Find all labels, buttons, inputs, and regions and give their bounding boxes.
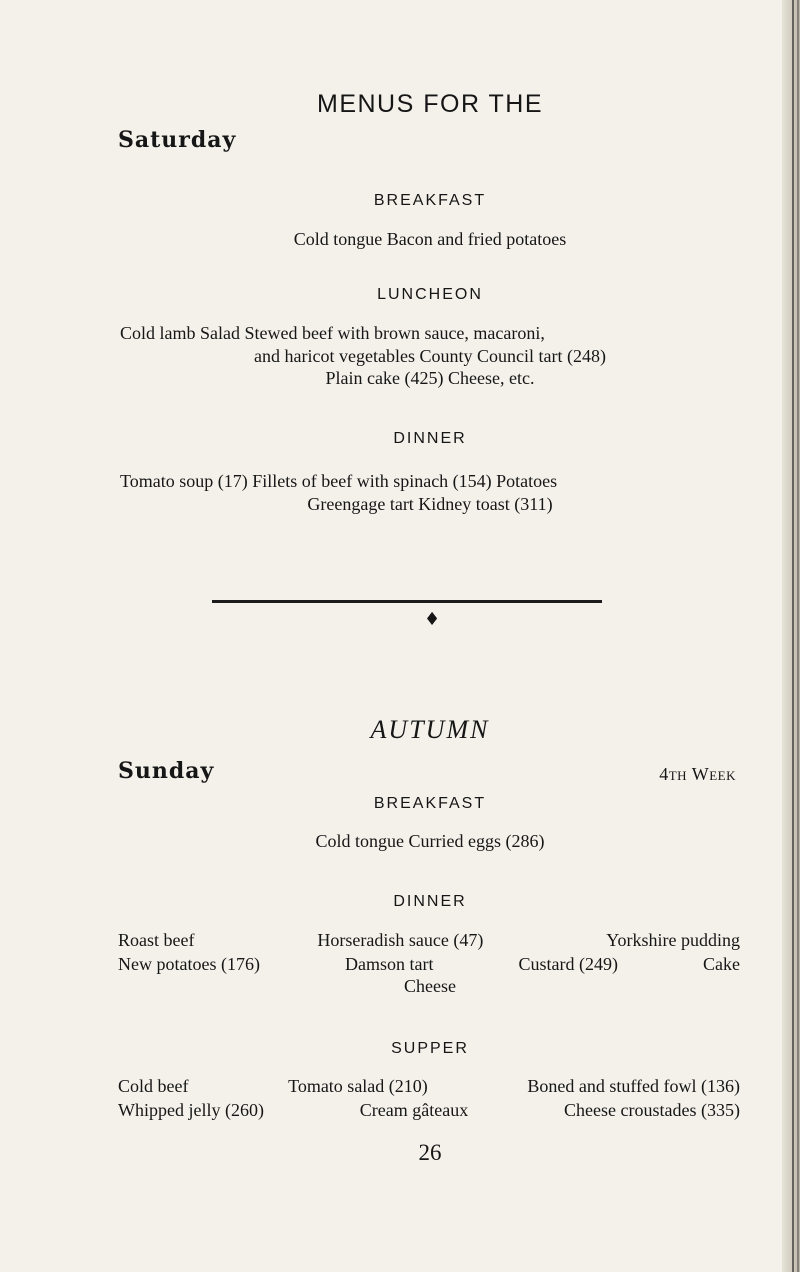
saturday-dinner-heading: DINNER [393,430,467,447]
menu-item: New potatoes (176) [118,954,260,974]
saturday-breakfast-line: Cold tongue Bacon and fried potatoes [293,229,567,249]
menu-item: Cake [702,954,740,974]
saturday-luncheon-line: Cold lamb Salad Stewed beef with brown sauce, macaroni, [120,323,545,343]
saturday-dinner-line: Tomato soup (17) Fillets of beef with spinach (154) Potatoes [120,471,558,491]
saturday-dinner-line: Greengage tart Kidney toast (311) [307,494,553,514]
sunday-dinner-row [118,954,740,975]
menu-item: Yorkshire pudding [606,930,740,950]
saturday-luncheon-line: and haricot vegetables County Council tart (248) [254,346,606,366]
page-number: 26 [418,1140,442,1165]
page-header-title: MENUS FOR THE [317,90,543,118]
menu-item: Cold beef [118,1076,189,1096]
menu-item: Boned and stuffed fowl (136) [527,1076,740,1096]
menu-item: Whipped jelly (260) [118,1100,264,1120]
page-edge-line [792,0,794,1272]
sunday-breakfast-line: Cold tongue Curried eggs (286) [315,831,545,851]
menu-item: Custard (249) [518,954,618,974]
page-edge-line [797,0,799,1272]
menu-item: Damson tart [344,954,434,974]
saturday-luncheon-line: Plain cake (425) Cheese, etc. [325,368,535,388]
sunday-day-label: Sunday [118,758,215,784]
sunday-supper-heading: SUPPER [391,1040,469,1057]
menu-item: Horseradish sauce (47) [317,930,484,950]
sunday-dinner-row [118,930,740,951]
sunday-supper-row [118,1076,740,1097]
saturday-breakfast-heading: BREAKFAST [373,192,487,209]
fleuron-ornament: ♦ [424,609,441,630]
menu-item: Roast beef [118,930,195,950]
saturday-luncheon-heading: LUNCHEON [377,286,483,303]
menu-item: Tomato salad (210) [288,1076,428,1096]
season-title: AUTUMN [370,715,490,744]
menu-item: Cheese croustades (335) [564,1100,740,1120]
week-label: 4th Week [659,764,736,784]
sunday-dinner-line: Cheese [404,976,456,996]
sunday-supper-row [118,1100,740,1121]
menu-item: Cream gâteaux [359,1100,469,1120]
saturday-day-label: Saturday [118,127,237,153]
section-divider-rule [212,600,602,603]
sunday-breakfast-heading: BREAKFAST [373,795,487,812]
sunday-dinner-heading: DINNER [393,893,467,910]
